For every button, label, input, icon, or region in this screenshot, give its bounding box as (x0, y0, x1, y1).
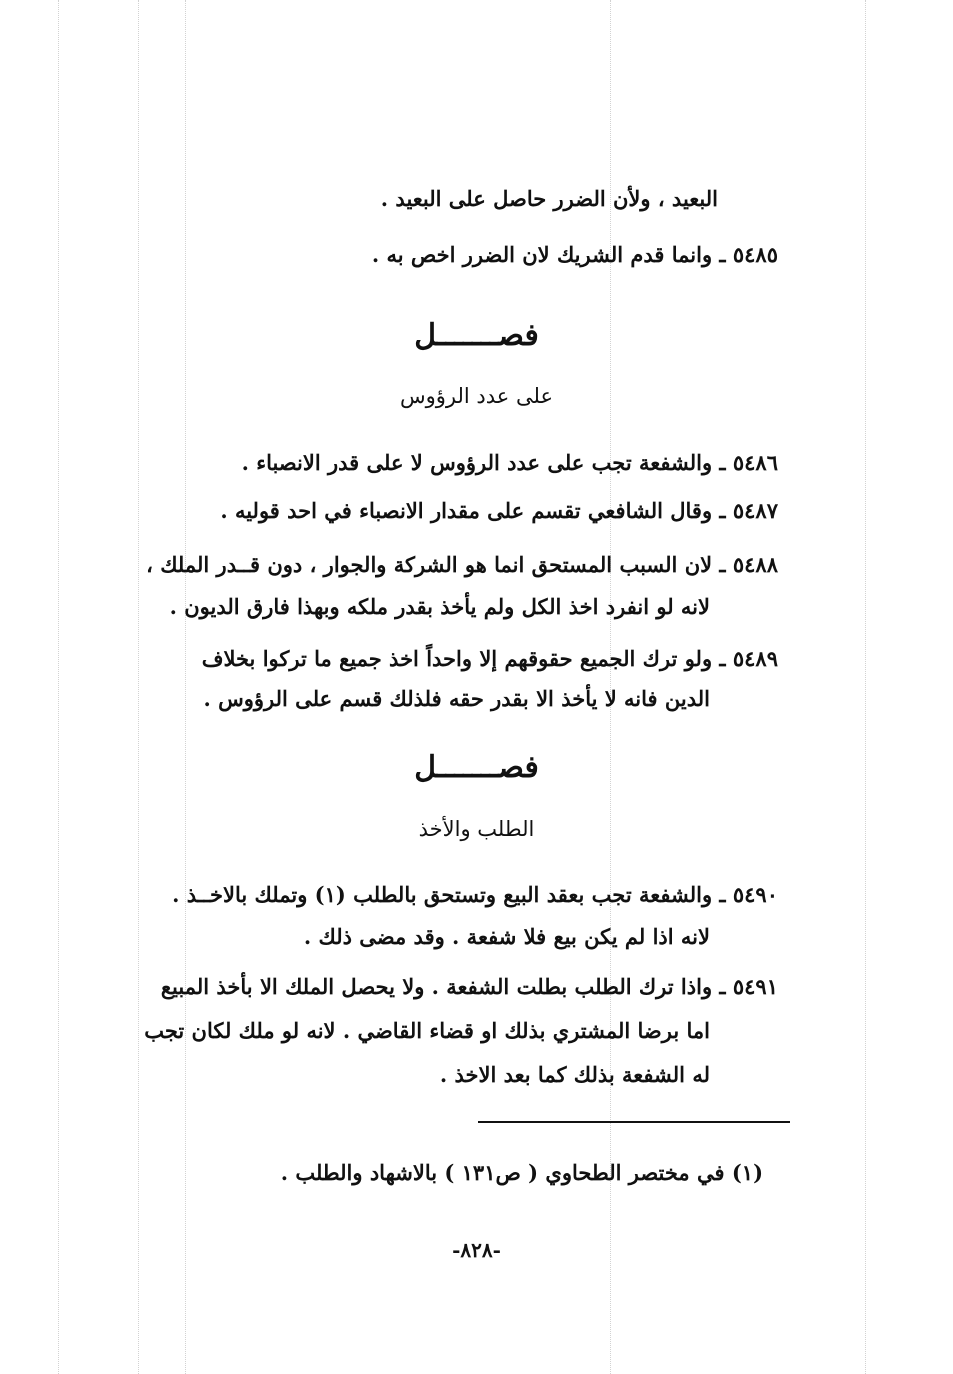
paragraph-5487: ٥٤٨٧ ـ وقال الشافعي تقسم على مقدار الانصباء في احد قوليه . (220, 498, 778, 523)
paragraph-5489-line2: الدين فانه لا يأخذ الا بقدر حقه فلذلك قسم على الرؤوس . (203, 686, 710, 711)
paragraph-5490-line2: لانه اذا لم يكن بيع فلا شفعة . وقد مضى ذلك . (303, 924, 710, 949)
paragraph-5491-line3: له الشفعة بذلك كما بعد الاخذ . (439, 1062, 710, 1087)
text-line: البعيد ، ولأن الضرر حاصل على البعيد . (380, 186, 718, 211)
paragraph-5485: ٥٤٨٥ ـ وانما قدم الشريك لان الضرر اخص به . (371, 242, 778, 267)
section-heading: فصـــــــل (414, 318, 539, 353)
paragraph-5488-line2: لانه لو انفرد اخذ الكل ولم يأخذ بقدر ملكه وبهذا فارق الديون . (169, 594, 710, 619)
section-subheading: على عدد الرؤوس (400, 384, 553, 408)
scan-artifact-line (138, 0, 139, 1374)
section-subheading: الطلب والأخذ (418, 817, 535, 841)
paragraph-5490-line1: ٥٤٩٠ ـ والشفعة تجب بعقد البيع وتستحق بالطلب (١) وتملك بالاخــذ . (172, 882, 778, 907)
paragraph-5486: ٥٤٨٦ ـ والشفعة تجب على عدد الرؤوس لا على قدر الانصباء . (241, 450, 778, 475)
footnote-separator (478, 1121, 790, 1123)
paragraph-5491-line1: ٥٤٩١ ـ واذا ترك الطلب بطلت الشفعة . ولا يحصل الملك الا بأخذ المبيع (160, 974, 778, 999)
paragraph-5488-line1: ٥٤٨٨ ـ لان السبب المستحق انما هو الشركة والجوار ، دون قــدر الملك ، (146, 552, 778, 577)
scan-artifact-line (185, 0, 186, 1374)
scan-artifact-line (865, 0, 866, 1374)
paragraph-5489-line1: ٥٤٨٩ ـ ولو ترك الجميع حقوقهم إلا واحداً اخذ جميع ما تركوا بخلاف (201, 646, 778, 671)
page-number: -٨٢٨- (452, 1238, 501, 1262)
scan-artifact-line (58, 0, 59, 1374)
footnote: (١) في مختصر الطحاوي ( ص١٣١ ) بالاشهاد والطلب . (280, 1160, 763, 1185)
paragraph-5491-line2: اما برضا المشتري بذلك او قضاء القاضي . لانه لو ملك لكان تجب (144, 1018, 710, 1043)
section-heading: فصـــــــل (414, 750, 539, 785)
